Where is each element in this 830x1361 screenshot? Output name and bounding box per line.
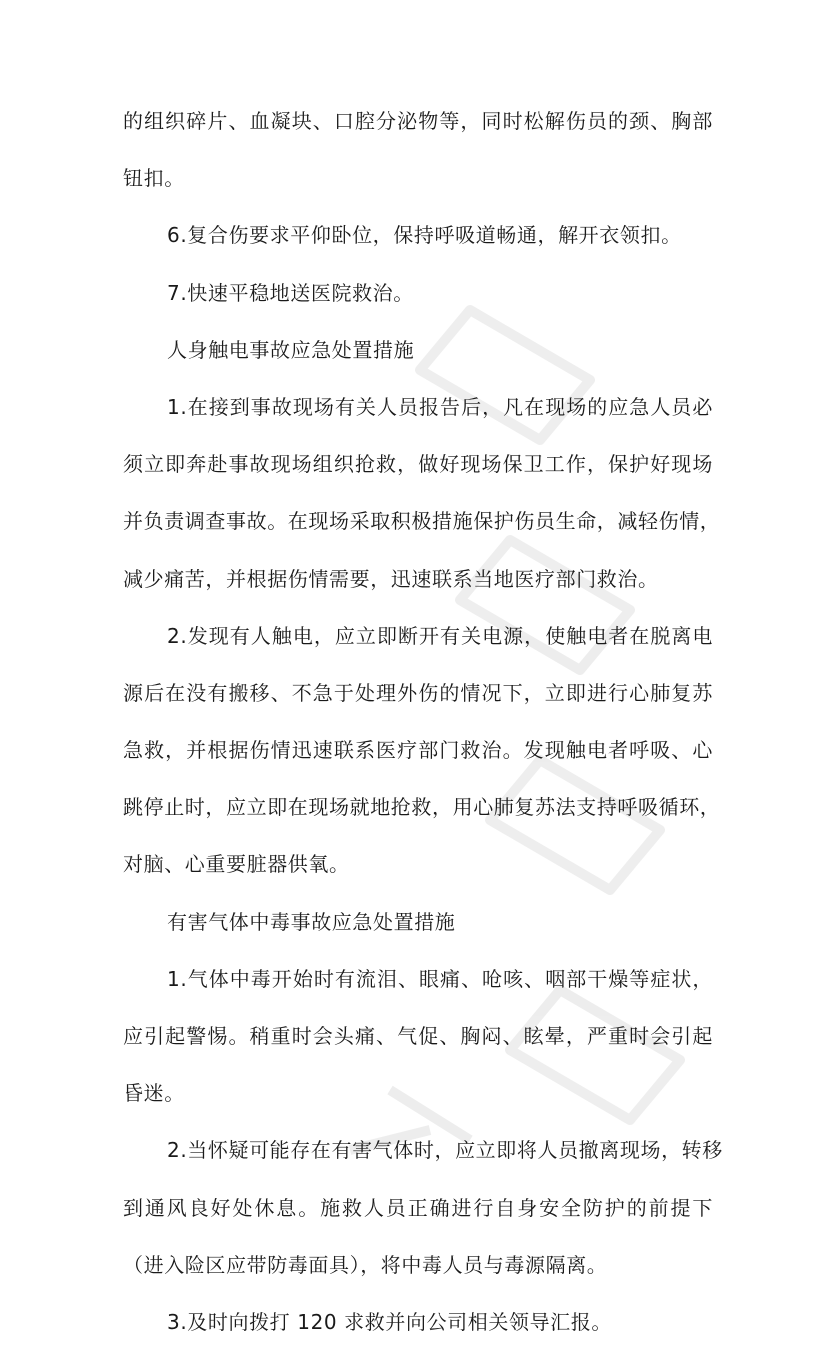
text-line: 应引起警惕。稍重时会头痛、气促、胸闷、眩晕，严重时会引起 — [123, 1024, 713, 1048]
text-line: 并负责调查事故。在现场采取积极措施保护伤员生命，减轻伤情， — [123, 509, 721, 534]
text-line: 急救，并根据伤情迅速联系医疗部门救治。发现触电者呼吸、心 — [123, 738, 713, 763]
text-line: 跳停止时，应立即在现场就地抢救，用心肺复苏法支持呼吸循环， — [123, 795, 721, 820]
text-line: 7.快速平稳地送医院救治。 — [167, 280, 414, 305]
text-line: 2.发现有人触电，应立即断开有关电源，使触电者在脱离电 — [167, 623, 713, 648]
section-heading: 有害气体中毒事故应急处置措施 — [167, 909, 456, 934]
text-line: 1.气体中毒开始时有流泪、眼痛、呛咳、咽部干燥等症状， — [167, 966, 713, 991]
document-body — [123, 103, 723, 1361]
text-line: （进入险区应带防毒面具），将中毒人员与毒源隔离。 — [123, 1252, 608, 1277]
text-line: 2.当怀疑可能存在有害气体时，应立即将人员撤离现场，转移 — [167, 1138, 723, 1163]
text-line: 的组织碎片、血凝块、口腔分泌物等，同时松解伤员的颈、胸部 — [123, 109, 713, 133]
text-line: 钮扣。 — [123, 166, 185, 191]
text-line: 1.在接到事故现场有关人员报告后，凡在现场的应急人员必 — [167, 394, 713, 419]
text-line: 3.及时向拨打 120 求救并向公司相关领导汇报。 — [167, 1309, 612, 1334]
text-line: 源后在没有搬移、不急于处理外伤的情况下，立即进行心肺复苏 — [123, 680, 713, 705]
text-line: 6.复合伤要求平仰卧位，保持呼吸道畅通，解开衣领扣。 — [167, 223, 682, 248]
text-line: 昏迷。 — [123, 1081, 185, 1106]
text-line: 对脑、心重要脏器供氧。 — [123, 852, 350, 877]
text-line: 到通风良好处休息。施救人员正确进行自身安全防护的前提下 — [123, 1195, 713, 1220]
text-line: 须立即奔赴事故现场组织抢救，做好现场保卫工作，保护好现场 — [123, 452, 713, 477]
text-line: 减少痛苦，并根据伤情需要，迅速联系当地医疗部门救治。 — [123, 566, 659, 591]
section-heading: 人身触电事故应急处置措施 — [167, 337, 415, 362]
